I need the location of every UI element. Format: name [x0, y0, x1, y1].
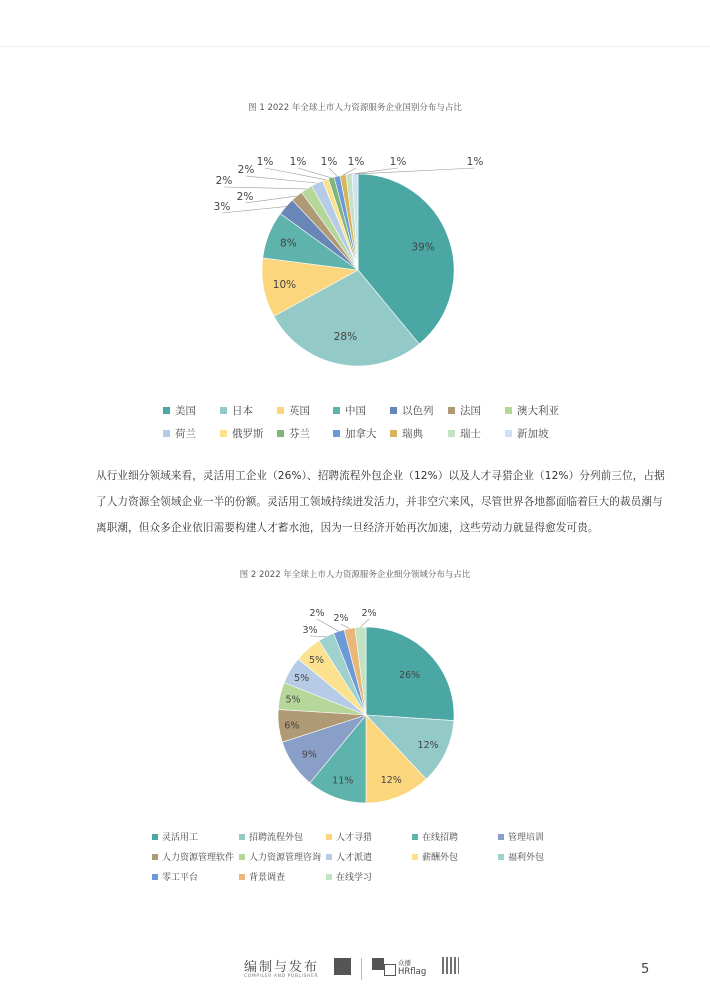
hrflag-label-cn: 众播	[398, 959, 411, 967]
figure1-leader-line-4	[222, 207, 286, 213]
figure1-data-label-2: 10%	[272, 279, 297, 292]
figure2-legend-swatch-8	[412, 854, 418, 860]
figure2-data-label-5: 6%	[284, 720, 300, 732]
figure2-data-label-3: 11%	[332, 775, 354, 787]
figure2-leader-line-9	[310, 636, 326, 637]
figure1-data-label-4: 3%	[213, 201, 231, 213]
figure1-legend-label-2: 英国	[289, 405, 310, 417]
figure1-data-label-11: 1%	[347, 156, 365, 168]
figure2-legend-label-0: 灵活用工	[162, 833, 199, 843]
figure2-data-label-1: 12%	[417, 740, 439, 752]
footer	[0, 956, 710, 986]
figure1-legend-item-10	[333, 426, 377, 441]
figure1-leader-line-12	[349, 168, 398, 174]
figure2-legend-item-4	[498, 830, 544, 843]
figure1-data-label-1: 28%	[333, 331, 358, 344]
figure1-leader-line-7	[246, 176, 317, 183]
publisher-logo-icon	[334, 958, 351, 975]
page-number: 5	[641, 962, 650, 977]
figure2-leader-line-11	[341, 624, 350, 629]
figure2-data-label-11: 2%	[333, 613, 349, 624]
figure2-legend-item-0	[152, 830, 198, 843]
figure1-legend-item-12	[448, 426, 481, 441]
figure1-legend-swatch-11	[390, 430, 397, 437]
figure1-leader-line-8	[265, 168, 325, 180]
figure1-legend-label-11: 瑞典	[402, 428, 423, 440]
figure1-legend-label-3: 中国	[345, 405, 366, 417]
figure1-legend-label-12: 瑞士	[460, 428, 481, 440]
figure2-title: 图 2 2022 年全球上市人力资源服务企业细分领域分布与占比	[239, 570, 471, 580]
figure2-legend-swatch-5	[152, 854, 158, 860]
figure1-legend-swatch-10	[333, 430, 340, 437]
figure2-data-label-0: 26%	[399, 670, 421, 682]
figure2-legend-item-11	[239, 870, 285, 883]
figure2-data-label-10: 2%	[309, 608, 325, 619]
figure2-legend-label-4: 管理培训	[508, 833, 545, 843]
figure2-leader-line-12	[360, 619, 369, 627]
figure1-legend-label-10: 加拿大	[345, 428, 377, 440]
figure2-legend-swatch-11	[239, 874, 245, 880]
figure1-data-label-13: 1%	[466, 156, 484, 168]
figure2-data-label-6: 5%	[285, 694, 301, 706]
figure2-legend-item-3	[412, 830, 458, 843]
figure1-legend-item-13	[505, 426, 549, 441]
figure1-legend-label-8: 俄罗斯	[232, 428, 264, 440]
figure1-title: 图 1 2022 年全球上市人力资源服务企业国别分布与占比	[248, 103, 462, 113]
figure1-legend-swatch-0	[163, 407, 170, 414]
figure1-pie-chart	[0, 150, 710, 380]
figure2-legend-swatch-0	[152, 834, 158, 840]
figure1-legend-item-5	[448, 403, 481, 418]
figure2-legend-swatch-9	[498, 854, 504, 860]
figure1-legend-item-0	[163, 403, 196, 418]
figure2-legend-item-7	[326, 850, 372, 863]
figure1-legend-label-9: 芬兰	[289, 428, 310, 440]
figure1-data-label-5: 2%	[236, 191, 254, 203]
figure1-legend-swatch-8	[220, 430, 227, 437]
figure2-legend-item-10	[152, 870, 198, 883]
figure1-data-label-7: 2%	[237, 164, 255, 176]
figure2-legend-label-2: 人才寻猎	[336, 833, 373, 843]
figure1-legend-swatch-12	[448, 430, 455, 437]
figure1-legend-swatch-6	[505, 407, 512, 414]
figure1-leader-line-10	[329, 168, 337, 176]
figure1-leader-line-9	[298, 168, 331, 178]
figure1-leader-line-6	[224, 187, 307, 189]
figure2-legend-label-10: 零工平台	[162, 873, 199, 883]
figure2-legend-swatch-4	[498, 834, 504, 840]
figure2-legend-label-7: 人才派遣	[336, 853, 373, 863]
figure1-data-label-10: 1%	[320, 156, 338, 168]
hrflag-label-en: HRflag	[398, 967, 427, 977]
figure2-legend-label-12: 在线学习	[336, 873, 373, 883]
figure2-legend-item-1	[239, 830, 303, 843]
figure2-legend-swatch-6	[239, 854, 245, 860]
figure1-legend-swatch-2	[277, 407, 284, 414]
figure2-legend-item-9	[498, 850, 544, 863]
figure2-data-label-2: 12%	[380, 774, 402, 786]
paragraph-line-3: 离职潮，但众多企业依旧需要构建人才蓄水池，因为一旦经济开始再次加速，这些劳动力就显得愈发可贵。	[96, 522, 599, 534]
figure1-legend-label-1: 日本	[232, 405, 253, 417]
publisher-label-en: COMPILER AND PUBLISHER	[244, 974, 319, 979]
figure2-legend-label-9: 福利外包	[508, 853, 545, 863]
figure1-legend-swatch-9	[277, 430, 284, 437]
figure2-legend-label-5: 人力资源管理软件	[162, 853, 235, 863]
figure1-legend-label-0: 美国	[175, 405, 196, 417]
figure1-data-label-3: 8%	[280, 237, 297, 250]
figure2-legend-label-8: 薪酬外包	[422, 853, 459, 863]
figure1-data-label-6: 2%	[215, 175, 233, 187]
figure1-data-label-8: 1%	[256, 156, 274, 168]
figure1-data-label-0: 39%	[411, 241, 435, 254]
hrflag-logo-frame-icon	[384, 964, 396, 976]
figure1-legend-item-3	[333, 403, 366, 418]
top-rule	[0, 46, 710, 47]
figure1-legend-label-7: 荷兰	[175, 428, 196, 440]
figure1-legend-swatch-5	[448, 407, 455, 414]
figure2-legend-item-2	[326, 830, 372, 843]
figure1-data-label-9: 1%	[289, 156, 307, 168]
figure2-legend-swatch-3	[412, 834, 418, 840]
figure2-data-label-8: 5%	[308, 654, 325, 666]
figure2-legend-item-12	[326, 870, 372, 883]
figure2-data-label-9: 3%	[302, 625, 318, 636]
figure1-legend-item-8	[220, 426, 264, 441]
figure1-legend-item-6	[505, 403, 559, 418]
figure2-legend-label-1: 招聘流程外包	[249, 833, 304, 843]
figure1-legend-item-4	[390, 403, 434, 418]
figure1-legend-item-11	[390, 426, 423, 441]
figure2-legend-swatch-10	[152, 874, 158, 880]
figure2-legend-swatch-7	[326, 854, 332, 860]
figure1-legend-label-5: 法国	[460, 405, 481, 417]
figure2-pie-chart	[0, 600, 710, 810]
figure1-legend-swatch-4	[390, 407, 397, 414]
figure1-legend-swatch-13	[505, 430, 512, 437]
figure1-legend-swatch-7	[163, 430, 170, 437]
figure2-data-label-4: 9%	[301, 749, 317, 761]
body-paragraph	[96, 463, 665, 541]
paragraph-line-2: 了人力资源全领域企业一半的份额。灵活用工领域持续迸发活力，并非空穴来风，尽管世界各地都面临着巨大的裁员潮与	[96, 496, 663, 508]
figure1-legend-label-6: 澳大利亚	[517, 405, 559, 417]
paragraph-line-1: 从行业细分领域来看，灵活用工企业（26%）、招聘流程外包企业（12%）以及人才寻猎企业（12%）分列前三位，占据	[96, 470, 665, 482]
figure1-legend-swatch-3	[333, 407, 340, 414]
figure1-legend-label-13: 新加坡	[517, 428, 549, 440]
footer-divider	[361, 958, 362, 980]
qr-code-icon	[442, 957, 459, 974]
figure1-legend-item-1	[220, 403, 253, 418]
hrflag-logo-icon	[372, 958, 384, 970]
figure1-data-label-12: 1%	[389, 156, 407, 168]
figure1-legend-swatch-1	[220, 407, 227, 414]
figure2-legend-item-5	[152, 850, 234, 863]
figure2-legend-swatch-12	[326, 874, 332, 880]
figure2-data-label-12: 2%	[361, 608, 377, 619]
figure2-legend-swatch-1	[239, 834, 245, 840]
figure1-legend-label-4: 以色列	[402, 405, 434, 417]
figure1-legend-item-9	[277, 426, 310, 441]
figure1-legend-item-2	[277, 403, 310, 418]
figure2-legend-label-3: 在线招聘	[422, 833, 459, 843]
figure2-legend-swatch-2	[326, 834, 332, 840]
figure1-legend-item-7	[163, 426, 196, 441]
figure2-data-label-7: 5%	[294, 672, 310, 684]
figure2-legend-label-11: 背景调查	[249, 873, 286, 883]
figure2-legend-item-8	[412, 850, 458, 863]
figure2-legend-label-6: 人力资源管理咨询	[249, 853, 322, 863]
publisher-label: 编制与发布	[244, 960, 320, 975]
figure2-legend-item-6	[239, 850, 321, 863]
